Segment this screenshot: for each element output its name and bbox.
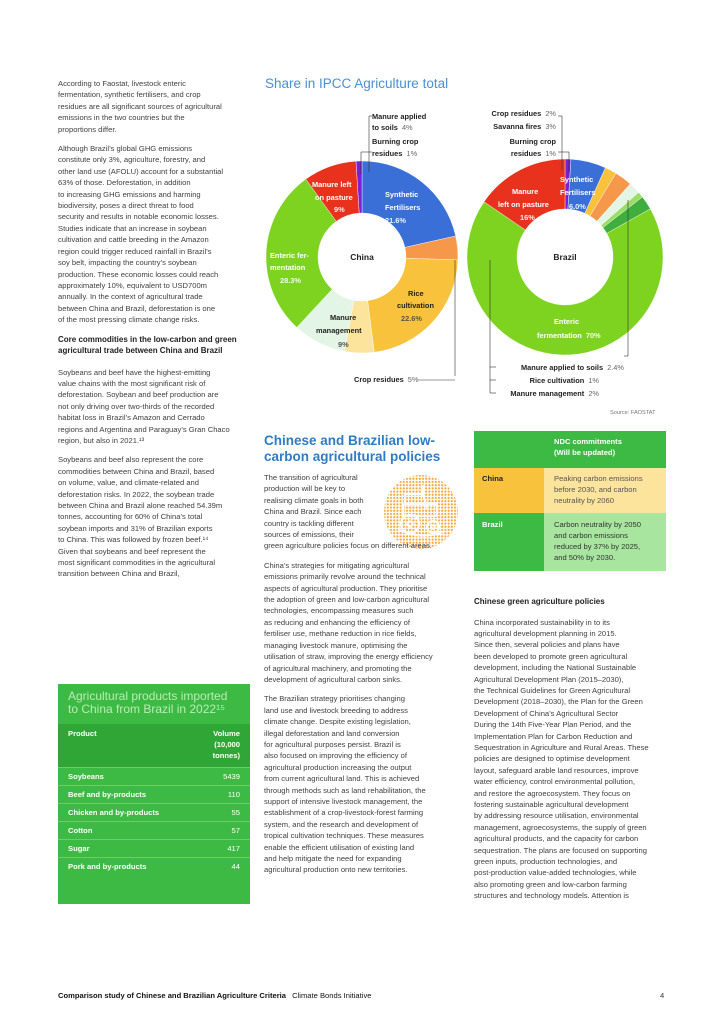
brazil-label-synthetic: Synthetic Fertilisers 6.0% [560,175,596,211]
footer-title: Comparison study of Chinese and Brazilian Agriculture Criteria [58,991,286,1000]
ndc-commitment: Peaking carbon emissions before 2030, and carbon neutrality by 2060 [544,468,666,513]
china-strategy-paragraph: China’s strategies for mitigating agricultural emissions primarily revolve around the technical aspects of agricultural production. They prioritise the adoption of green and low-carbon agricultural technologies, encompassing measures such as reducing and enhancing the efficiency of fertiliser use, methane reduction in rice fields, managing livestock manure, optimising the utilisation of straw, improving the energy efficiency of agricultural machinery, and promoting the development of agricultural carbon sinks. [264,560,433,684]
imports-table-title: Agricultural products imported to China from Brazil in 2022¹⁵ [68,689,228,716]
trade-paragraph: Soybeans and beef also represent the core commodities between China and Brazil, based on volume, value, and climate-related and deforestation risks. In 2022, the soybean trade between China and Brazil alone reached 54.39m tonnes, accounting for 60% of China’s total soybean imports and 31% of Brazilian exports to China. This was followed by frozen beef.¹⁴ Given that soybeans and beef represent the most significant commodities in the agricultural transition between China and Brazil, [58,455,223,579]
brazil-label-burning-crop-2: residues 1% [510,149,556,158]
page-number: 4 [660,991,665,1000]
brazil-label-burning-crop: Burning crop [509,137,556,146]
table-row [58,840,250,858]
soy-beef-paragraph: Soybeans and beef have the highest-emitting value chains with the most significant risk of deforestation. Soybean and beef production are not only driving over two-thirds of the recorded habitat loss in Brazil’s Amazon and Cerrado regions and Argentina and Paraguay’s Gran Chaco region, but also in 2021.¹³ [58,367,230,445]
brazil-label-rice: Rice cultivation 1% [529,376,599,385]
volume-cell: 55 [190,804,250,822]
column-header-product: Product [58,724,190,768]
imports-table [58,724,250,875]
volume-cell: 44 [190,858,250,876]
product-cell: Chicken and by-products [58,804,190,822]
product-cell: Sugar [58,840,190,858]
brazil-label-manure-left: Manure left on pasture 16% [498,187,549,222]
chart-title: Share in IPCC Agriculture total [265,76,449,91]
table-row [58,804,250,822]
volume-cell: 5439 [190,768,250,786]
brazil-label-savanna-fires: Savanna fires 3% [493,122,556,131]
left-column [58,78,251,588]
volume-cell: 417 [190,840,250,858]
brazil-label-manure-management: Manure management 2% [510,389,599,398]
china-label-synthetic-fertilisers: Synthetic Fertilisers 21.6% [385,190,421,225]
ndc-header-row [474,431,666,468]
china-label-crop-residues: Crop residues 5% [354,375,419,384]
volume-cell: 57 [190,822,250,840]
china-label-burning-crop: Burning crop residues 1% [372,137,419,158]
policies-intro: The transition of agricultural production will be key to realising climate goals in both China and Brazil. Since each country is tackling different sources of emissions, their green agriculture policies focus on different areas. [264,473,432,551]
ndc-row-china [474,468,666,513]
table-row [58,786,250,804]
china-label-rice: Rice cultivation 22.6% [397,289,434,323]
brazil-label-crop-residues: Crop residues 2% [491,109,556,118]
china-label-manure-management: Manure management 9% [316,313,362,349]
footer-org: Climate Bonds Initiative [292,991,372,1000]
product-cell: Cotton [58,822,190,840]
product-cell: Beef and by-products [58,786,190,804]
green-policies-column [474,596,667,902]
brazil-strategy-paragraph: The Brazilian strategy prioritises changing land use and livestock breeding to address climate change. Despite existing legislation, illegal deforestation and land conversion for agricultural purposes persist. Brazil is also focused on improving the efficiency of agricultural production increasing the output from current agricultural land. This is achieved through methods such as land rehabilitation, the support of intensive livestock management, the establishment of a crop-livestock-forest farming system, and the research and development of tropical cultivation techniques. These measures enable the efficient utilisation of existing land and help mitigate the need for expanding agricultural production onto new territories. [264,694,426,875]
donut-charts [258,100,668,430]
footer [58,991,371,1000]
ndc-country: China [474,468,544,513]
china-label-manure-left: Manure left on pasture 9% [312,180,353,214]
ndc-header: NDC commitments (Will be updated) [544,431,666,468]
brazil-label-enteric: Enteric fermentation 70% [537,317,601,340]
brazil-emissions-paragraph: Although Brazil’s global GHG emissions constitute only 3%, agriculture, forestry, and other land use (AFOLU) account for a substantial 63% of those. Deforestation, in addition to increasing GHG emissions and harming biodiversity, poses a direct threat to food security and results in notable economic losses. Studies indicate that an increase in soybean cultivation and cattle breeding in the Amazon region could trigger reduced rainfall in Brazil’s soy belt, impacting the country’s soybean production. These economic losses could reach approximately 10%, equivalent to USD700m annually. In the context of agricultural trade between China and Brazil, deforestation is one of the most pressing climate change risks. [58,144,224,325]
intro-paragraph: According to Faostat, livestock enteric fermentation, synthetic fertilisers, and crop residues are all significant sources of agricultural emissions in the two countries but the proportions differ. [58,79,222,134]
china-label-enteric: Enteric fer- mentation 28.3% [270,251,310,285]
china-label-manure-applied: Manure applied to soils 4% [372,112,427,132]
column-header-volume: Volume (10,000 tonnes) [190,724,250,768]
product-cell: Soybeans [58,768,190,786]
core-commodities-heading: Core commodities in the low-carbon and green agricultural trade between China and Brazil [58,334,237,356]
brazil-label-manure-applied: Manure applied to soils 2.4% [520,363,624,372]
green-policies-body: China incorporated sustainability in to its agricultural development planning in 2015. Since then, several policies and plans have been developed to promote green agricultural development, including the National Sustainable Agricultural Development Plan (2015–2030), the Technical Guidelines for Green Agricultural Development (2018–2030), the Plan for the Green Development of China’s Agricultural Sector During the 14th Five-Year Plan Period, and the Implementation Plan for Carbon Reduction and Sequestration in Agriculture and Rural Areas. These policies are designed to optimise development layout, safeguard arable land resources, improve water efficiency, control environmental pollution, and restore the agroecosystem. They focus on fostering sustainable agricultural development by addressing resource utilisation, environmental management, agroecosystems, the supply of green agricultural products, and the capacity for carbon sequestration. The plans are focused on supporting green inputs, production technologies, and post-production value-added technologies, while also promoting green and low-carbon farming structures and technology models. Attention is [474,617,649,901]
table-header-row [58,724,250,768]
chart-source: Source: FAOSTAT [610,410,656,416]
ndc-country: Brazil [474,513,544,572]
ndc-row-brazil [474,513,666,572]
ndc-table [474,431,666,571]
green-policies-heading: Chinese green agriculture policies [474,597,605,606]
ndc-commitment: Carbon neutrality by 2050 and carbon emissions reduced by 37% by 2025, and 50% by 2030. [544,513,666,572]
ndc-header-empty [474,431,544,468]
product-cell: Pork and by-products [58,858,190,876]
volume-cell: 110 [190,786,250,804]
policies-heading: Chinese and Brazilian low- carbon agricultural policies [264,433,441,464]
imports-table-box [58,684,250,904]
table-row [58,768,250,786]
brazil-center-label: Brazil [553,252,577,262]
table-row [58,858,250,876]
table-row [58,822,250,840]
policies-column [264,472,456,884]
china-center-label: China [350,252,374,262]
